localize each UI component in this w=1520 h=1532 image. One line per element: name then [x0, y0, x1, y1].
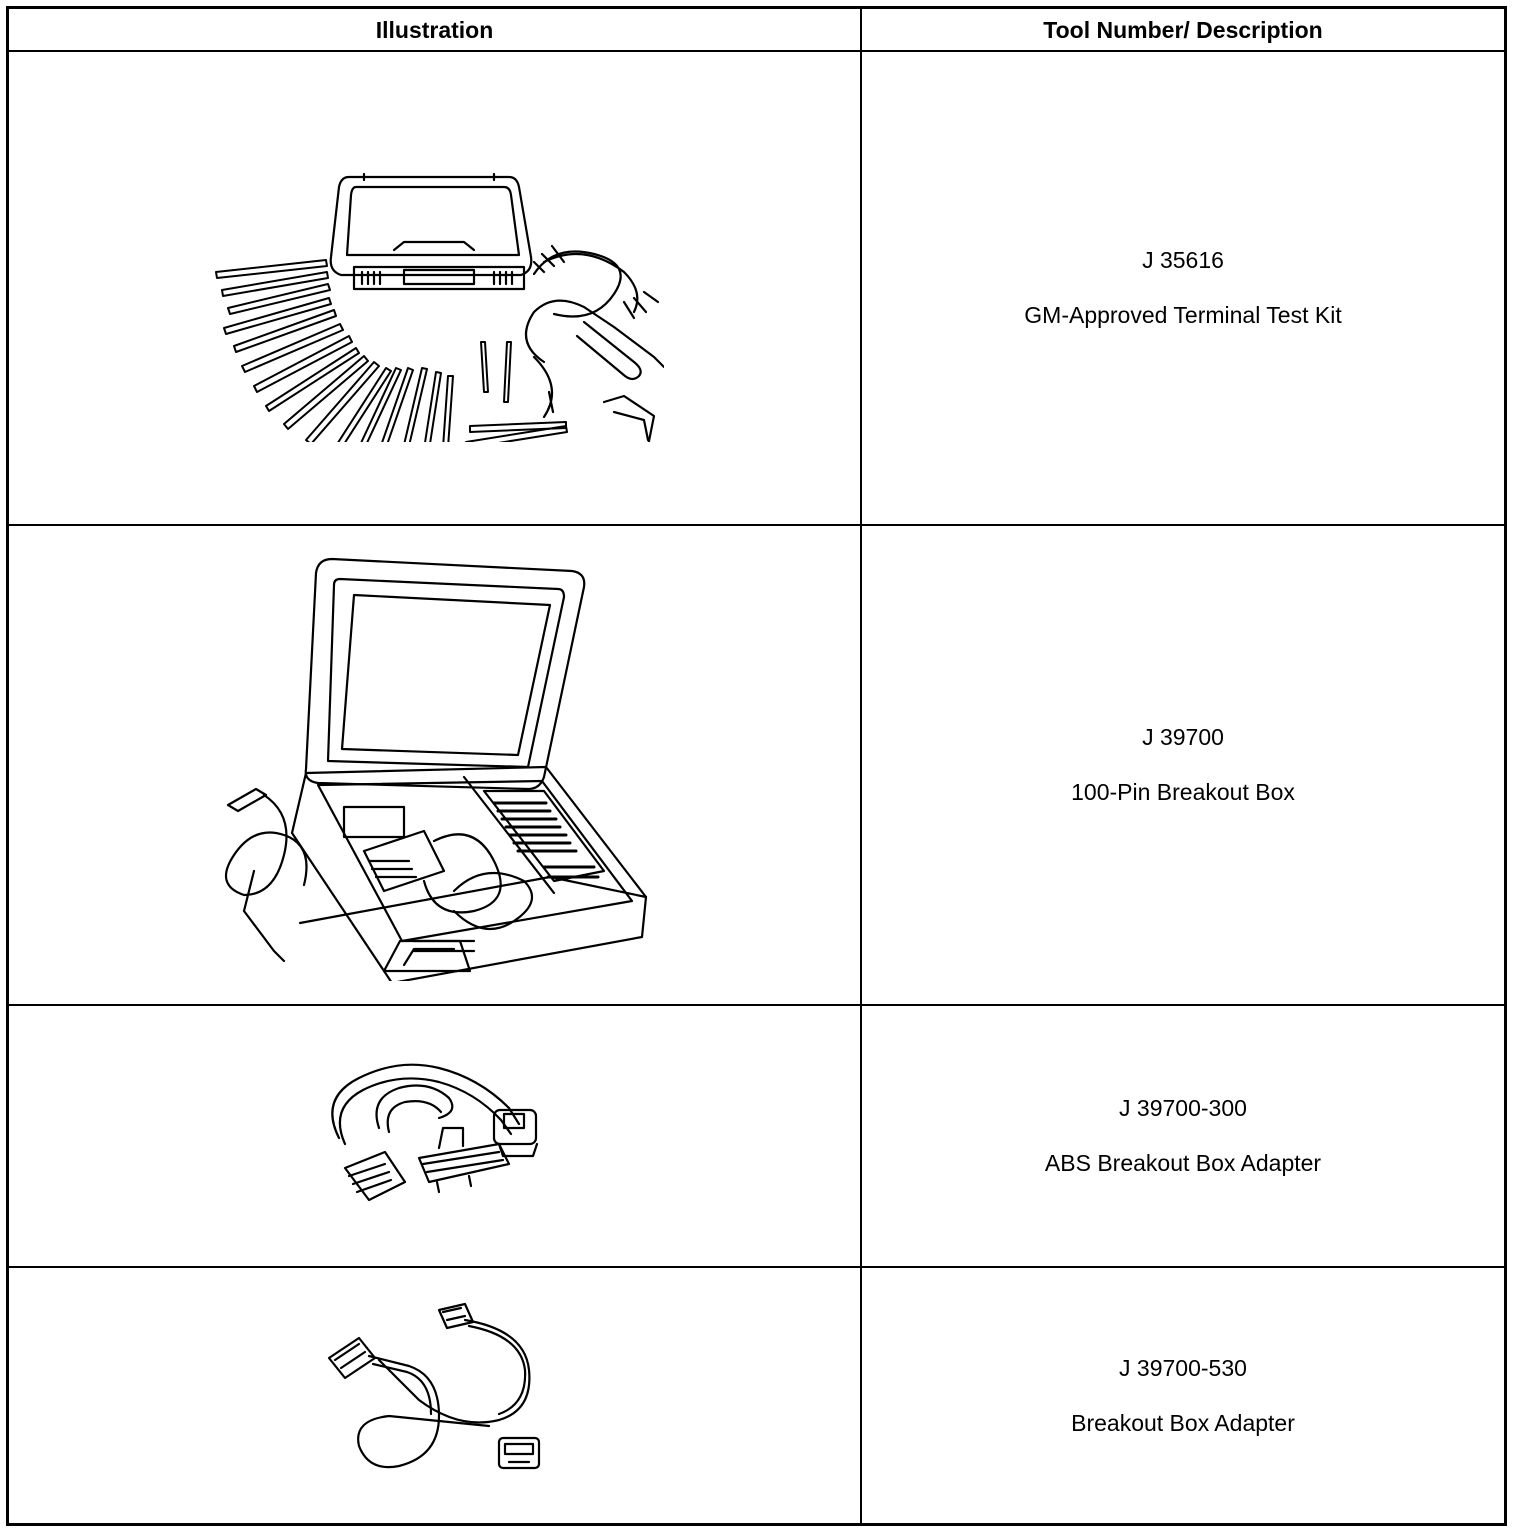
header-tool-description: Tool Number/ Description: [1043, 17, 1323, 43]
table-header-row: [9, 9, 1504, 52]
tool-number: J 39700-530: [1119, 1354, 1247, 1381]
table-row: [9, 524, 1504, 1004]
tool-description-cell: [862, 52, 1504, 524]
tool-description: ABS Breakout Box Adapter: [1044, 1150, 1322, 1176]
tool-description-cell: [862, 1006, 1504, 1266]
tool-number: J 35616: [1142, 247, 1224, 273]
tool-description-cell: [862, 1268, 1504, 1523]
terminal-test-kit-drawing: [204, 162, 664, 442]
tool-description: 100-Pin Breakout Box: [1071, 779, 1295, 805]
tool-description: GM-Approved Terminal Test Kit: [1024, 302, 1342, 328]
header-illustration: Illustration: [9, 9, 862, 52]
adapter-harness-drawing: [319, 1298, 559, 1478]
table-row: [9, 50, 1504, 524]
abs-adapter-harness-drawing: [319, 1048, 559, 1208]
tool-number: J 39700-300: [1119, 1095, 1247, 1121]
illustration-cell: [9, 1268, 862, 1523]
illustration-cell: [9, 1006, 862, 1266]
tool-description-cell: [862, 526, 1504, 1004]
table-row: [9, 1004, 1504, 1266]
tool-number: J 39700: [1142, 724, 1224, 750]
table-row: [9, 1266, 1504, 1523]
tool-description: Breakout Box Adapter: [1071, 1409, 1295, 1436]
breakout-box-case-drawing: [214, 551, 654, 981]
illustration-cell: [9, 52, 862, 524]
tool-table: [6, 6, 1507, 1526]
illustration-cell: [9, 526, 862, 1004]
